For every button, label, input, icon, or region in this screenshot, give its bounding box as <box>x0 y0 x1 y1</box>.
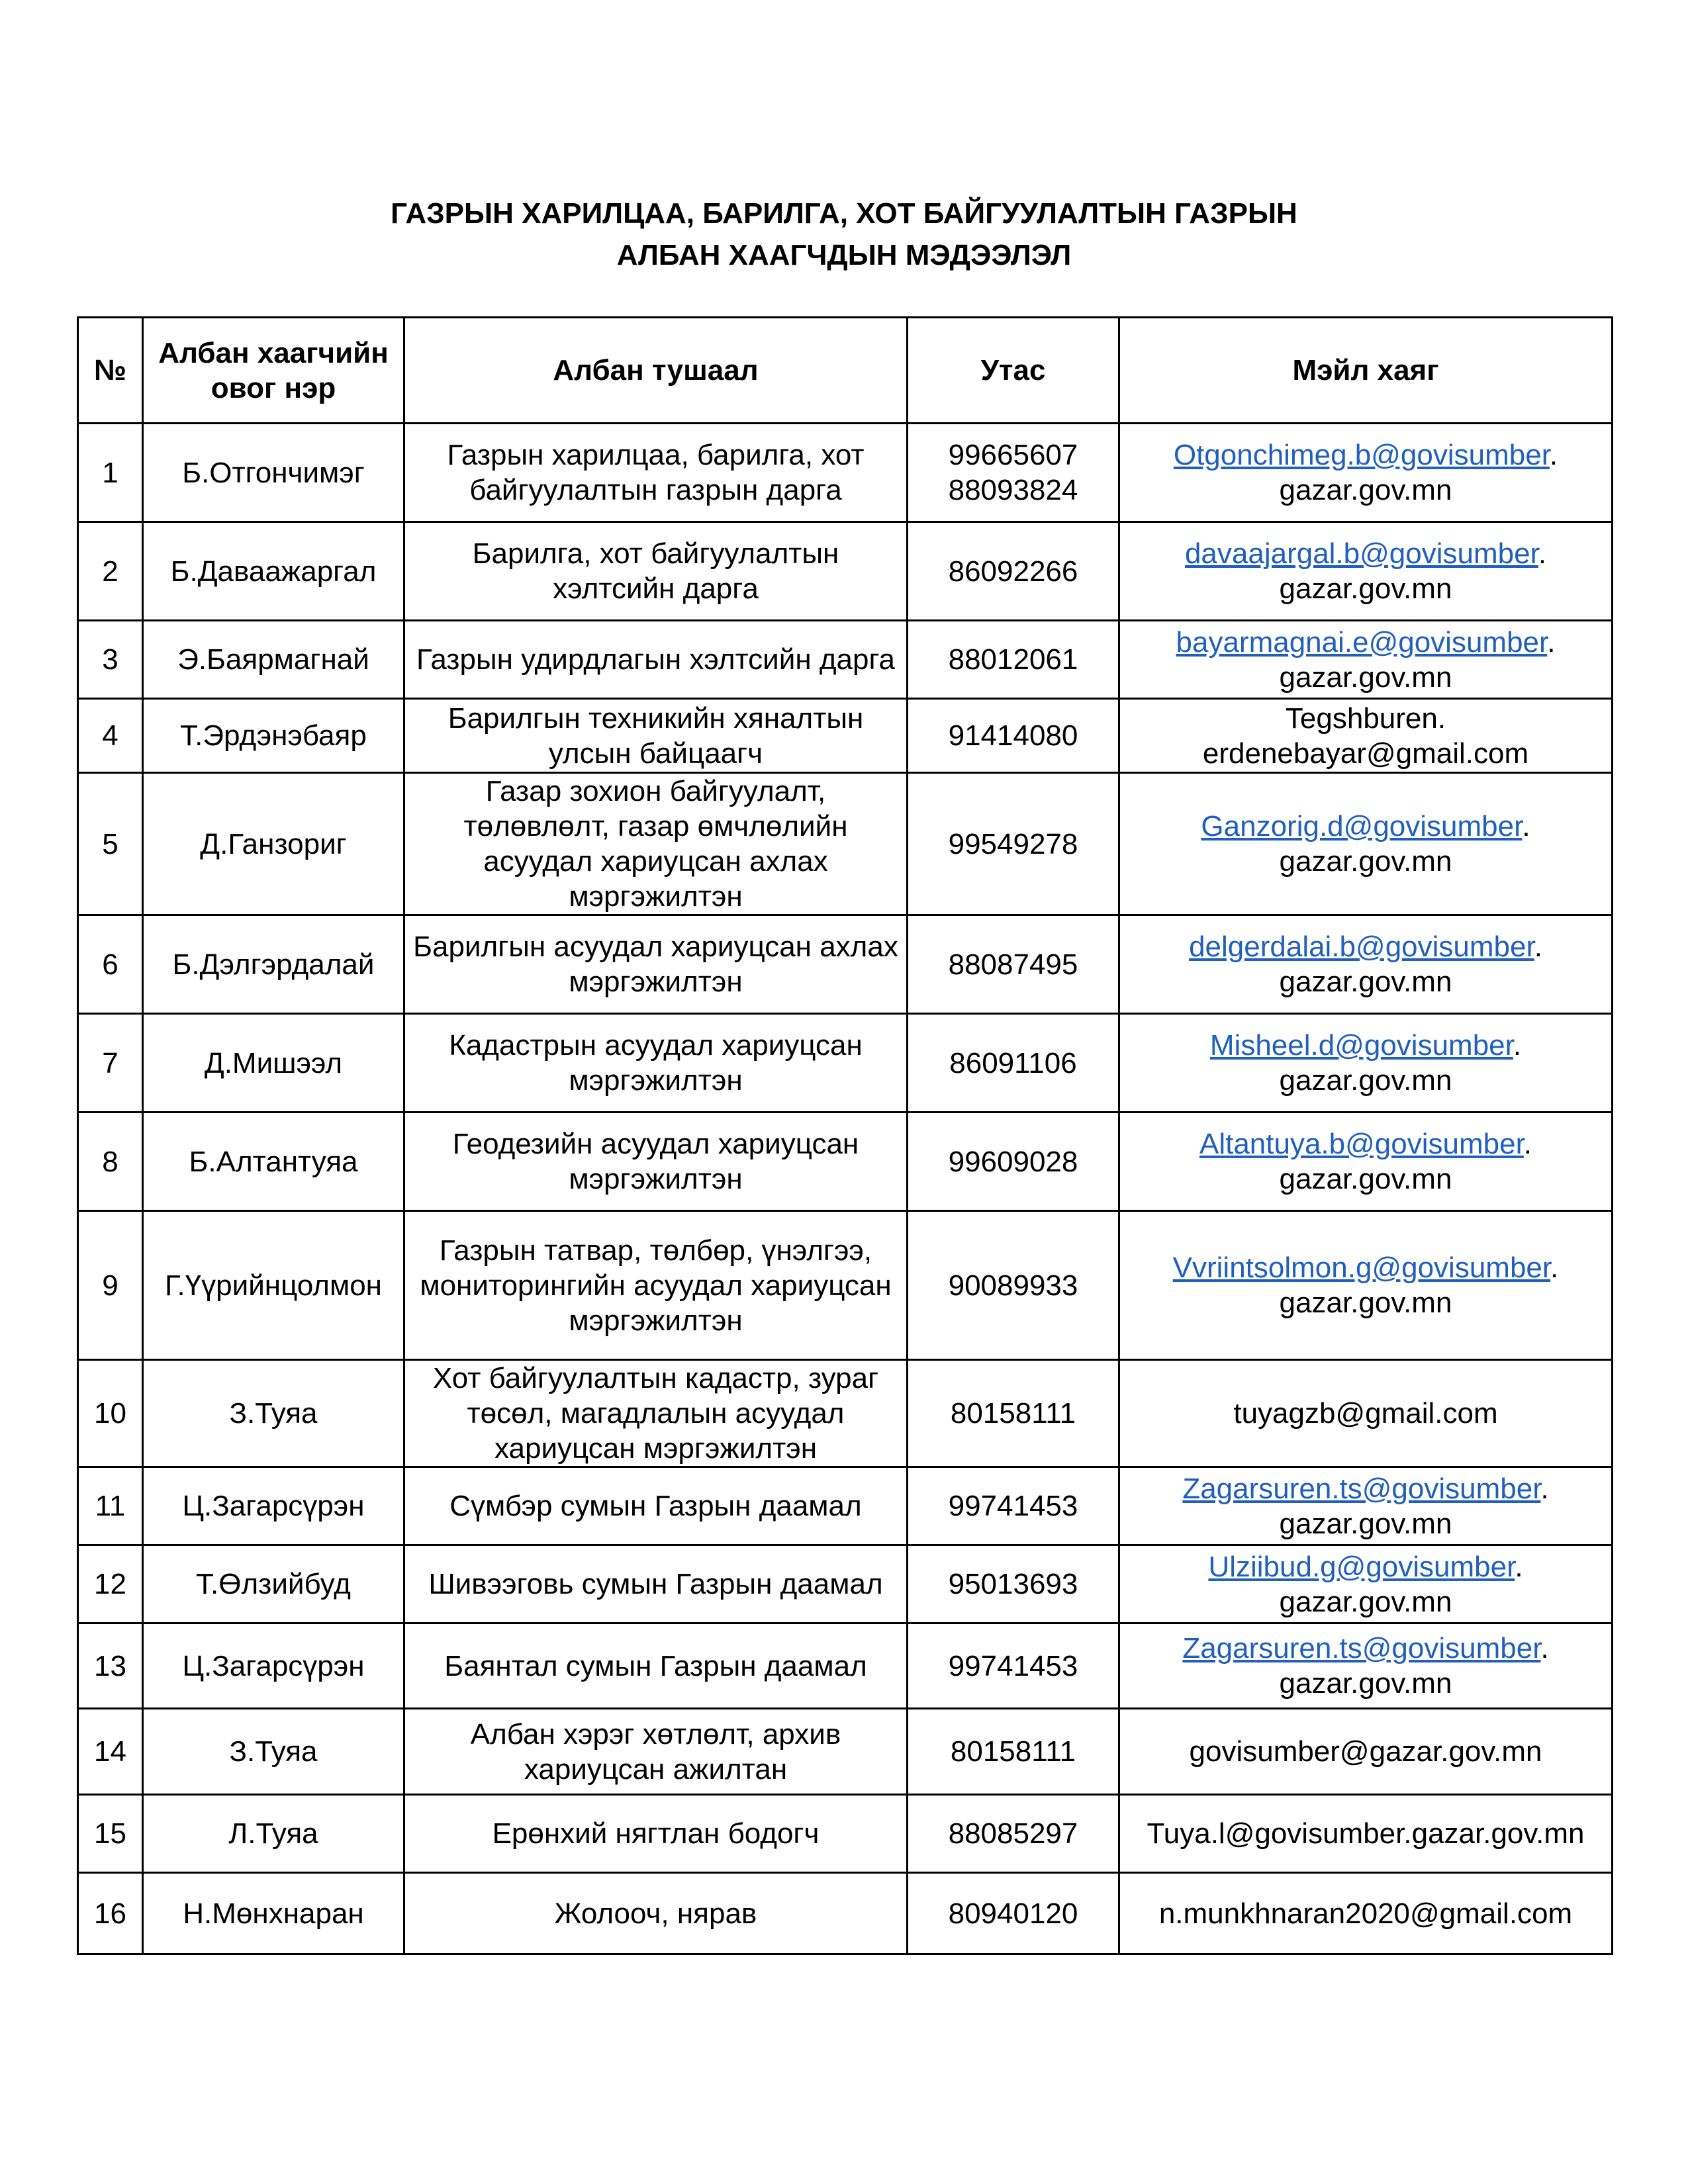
phone-number: 88012061 <box>948 643 1078 676</box>
table-row <box>78 1709 1613 1795</box>
phone-number: 99549278 <box>948 827 1078 860</box>
cell-no: 9 <box>78 1211 143 1360</box>
table-row <box>78 699 1613 773</box>
email-link[interactable]: Misheel.d@govisumber <box>1209 1029 1513 1062</box>
email-domain: gazar.gov.mn <box>1279 1585 1452 1618</box>
page-title-line-1: ГАЗРЫН ХАРИЛЦАА, БАРИЛГА, ХОТ БАЙГУУЛАЛТЫН ГАЗРЫН <box>391 197 1297 230</box>
email-domain: gazar.gov.mn <box>1279 572 1452 605</box>
cell-email <box>1119 699 1613 773</box>
cell-position: Газрын удирдлагын хэлтсийн дарга <box>404 621 908 699</box>
phone-number: 86091106 <box>949 1046 1077 1079</box>
cell-no: 11 <box>78 1467 143 1545</box>
email-dot: . <box>1547 625 1556 659</box>
phone-number: 95013693 <box>948 1568 1078 1600</box>
cell-name: Б.Отгончимэг <box>143 424 404 522</box>
table-row <box>78 1795 1613 1873</box>
header-position: Албан тушаал <box>404 318 908 424</box>
email-domain: gazar.gov.mn <box>1279 1163 1452 1195</box>
cell-email <box>1119 915 1613 1014</box>
cell-name: Э.Баярмагнай <box>143 621 404 699</box>
cell-phone <box>908 1211 1119 1360</box>
page-title-line-2: АЛБАН ХААГЧДЫН МЭДЭЭЛЭЛ <box>616 239 1072 271</box>
cell-no: 4 <box>78 699 143 773</box>
cell-position: Барилга, хот байгуулалтын хэлтсийн дарга <box>404 522 908 621</box>
cell-phone <box>908 699 1119 773</box>
cell-no: 12 <box>78 1545 143 1623</box>
email-link[interactable]: Vvriintsolmon.g@govisumber <box>1172 1251 1551 1284</box>
cell-no: 10 <box>78 1360 143 1467</box>
cell-name: Д.Мишээл <box>143 1014 404 1113</box>
phone-number: 88087495 <box>948 948 1078 981</box>
email-domain: gazar.gov.mn <box>1279 845 1452 878</box>
cell-name: Д.Ганзориг <box>143 773 404 915</box>
phone-number: 99741453 <box>948 1490 1078 1522</box>
cell-position: Сүмбэр сумын Газрын даамал <box>404 1467 908 1545</box>
cell-email <box>1119 1873 1613 1954</box>
email-text: Tegshburen. <box>1285 702 1446 735</box>
cell-email <box>1119 1211 1613 1360</box>
header-no: № <box>78 318 143 424</box>
email-dot: . <box>1515 1550 1523 1583</box>
cell-position: Баянтал сумын Газрын даамал <box>404 1623 908 1709</box>
email-dot: . <box>1513 1029 1522 1062</box>
cell-email <box>1119 1360 1613 1467</box>
cell-position: Газрын харилцаа, барилга, хот байгуулалтын газрын дарга <box>404 424 908 522</box>
cell-position: Барилгын техникийн хяналтын улсын байцаагч <box>404 699 908 773</box>
cell-name: Л.Туяа <box>143 1795 404 1873</box>
phone-number: 99665607 <box>948 439 1078 471</box>
table-row <box>78 621 1613 699</box>
cell-name: Ц.Загарсүрэн <box>143 1467 404 1545</box>
cell-phone <box>908 1467 1119 1545</box>
table-row <box>78 1113 1613 1211</box>
cell-email <box>1119 1545 1613 1623</box>
email-domain: gazar.gov.mn <box>1279 474 1452 506</box>
phone-number: 88085297 <box>948 1817 1078 1850</box>
cell-phone <box>908 522 1119 621</box>
cell-position: Ерөнхий нягтлан бодогч <box>404 1795 908 1873</box>
email-link[interactable]: Zagarsuren.ts@govisumber <box>1182 1472 1541 1505</box>
cell-no: 14 <box>78 1709 143 1795</box>
cell-name: Г.Үүрийнцолмон <box>143 1211 404 1360</box>
email-dot: . <box>1523 1128 1532 1160</box>
email-dot: . <box>1538 537 1547 570</box>
cell-phone <box>908 773 1119 915</box>
table-row <box>78 773 1613 915</box>
cell-no: 13 <box>78 1623 143 1709</box>
cell-phone <box>908 1360 1119 1467</box>
email-link[interactable]: davaajargal.b@govisumber <box>1184 537 1538 570</box>
cell-name: З.Туяа <box>143 1709 404 1795</box>
email-text-line-2: erdenebayar@gmail.com <box>1202 737 1529 770</box>
phone-number: 90089933 <box>948 1269 1078 1302</box>
cell-position: Хот байгуулалтын кадастр, зураг төсөл, магадлалын асуудал хариуцсан мэргэжилтэн <box>404 1360 908 1467</box>
email-link[interactable]: Otgonchimeg.b@govisumber <box>1173 439 1550 471</box>
phone-number: 80940120 <box>948 1897 1078 1930</box>
cell-no: 7 <box>78 1014 143 1113</box>
header-email: Мэйл хаяг <box>1119 318 1613 424</box>
cell-name: Б.Дэлгэрдалай <box>143 915 404 1014</box>
cell-phone <box>908 915 1119 1014</box>
cell-name: Б.Алтантуяа <box>143 1113 404 1211</box>
email-domain: gazar.gov.mn <box>1279 660 1452 694</box>
table-row <box>78 1360 1613 1467</box>
email-text: n.munkhnaran2020@gmail.com <box>1158 1897 1573 1930</box>
cell-position: Газар зохион байгуулалт, төлөвлөлт, газар өмчлөлийн асуудал хариуцсан ахлах мэргэжилтэн <box>404 773 908 915</box>
cell-phone <box>908 1545 1119 1623</box>
phone-number: 91414080 <box>948 719 1078 752</box>
email-link[interactable]: Zagarsuren.ts@govisumber <box>1182 1632 1541 1664</box>
table-row <box>78 1873 1613 1954</box>
email-link[interactable]: Ulziibud.g@govisumber <box>1208 1550 1515 1583</box>
email-link[interactable]: delgerdalai.b@govisumber <box>1189 931 1534 963</box>
cell-phone <box>908 424 1119 522</box>
phone-number: 99741453 <box>948 1649 1078 1682</box>
cell-position: Кадастрын асуудал хариуцсан мэргэжилтэн <box>404 1014 908 1113</box>
header-phone: Утас <box>908 318 1119 424</box>
table-row <box>78 522 1613 621</box>
cell-no: 1 <box>78 424 143 522</box>
cell-email <box>1119 1795 1613 1873</box>
phone-number: 99609028 <box>948 1145 1078 1178</box>
table-row <box>78 1545 1613 1623</box>
table-row <box>78 1467 1613 1545</box>
email-dot: . <box>1550 1251 1559 1284</box>
cell-email <box>1119 1014 1613 1113</box>
table-row <box>78 915 1613 1014</box>
email-text: govisumber@gazar.gov.mn <box>1189 1735 1542 1768</box>
cell-phone <box>908 1873 1119 1954</box>
cell-no: 3 <box>78 621 143 699</box>
cell-position: Газрын татвар, төлбөр, үнэлгээ, мониторингийн асуудал хариуцсан мэргэжилтэн <box>404 1211 908 1360</box>
cell-position: Геодезийн асуудал хариуцсан мэргэжилтэн <box>404 1113 908 1211</box>
email-dot: . <box>1540 1632 1549 1664</box>
staff-table <box>77 316 1613 1955</box>
cell-name: Б.Даваажаргал <box>143 522 404 621</box>
header-name: Албан хаагчийн овог нэр <box>143 318 404 424</box>
cell-phone <box>908 621 1119 699</box>
cell-phone <box>908 1623 1119 1709</box>
table-row <box>78 424 1613 522</box>
cell-name: Т.Эрдэнэбаяр <box>143 699 404 773</box>
cell-no: 2 <box>78 522 143 621</box>
table-header-row <box>78 318 1613 424</box>
cell-position: Жолооч, нярав <box>404 1873 908 1954</box>
cell-no: 16 <box>78 1873 143 1954</box>
cell-phone <box>908 1113 1119 1211</box>
email-domain: gazar.gov.mn <box>1279 1064 1452 1097</box>
cell-phone <box>908 1709 1119 1795</box>
phone-number: 80158111 <box>950 1735 1076 1768</box>
cell-email <box>1119 1113 1613 1211</box>
email-dot: . <box>1522 810 1530 842</box>
cell-no: 6 <box>78 915 143 1014</box>
phone-number-secondary: 88093824 <box>948 474 1078 506</box>
email-domain: gazar.gov.mn <box>1279 1667 1452 1700</box>
cell-email <box>1119 424 1613 522</box>
cell-name: Т.Өлзийбуд <box>143 1545 404 1623</box>
email-link[interactable]: Altantuya.b@govisumber <box>1199 1128 1524 1160</box>
phone-number: 80158111 <box>950 1397 1076 1430</box>
cell-name: З.Туяа <box>143 1360 404 1467</box>
cell-name: Н.Мөнхнаран <box>143 1873 404 1954</box>
cell-email <box>1119 1709 1613 1795</box>
cell-no: 5 <box>78 773 143 915</box>
table-row <box>78 1623 1613 1709</box>
table-row <box>78 1211 1613 1360</box>
table-row <box>78 1014 1613 1113</box>
email-link[interactable]: bayarmagnai.e@govisumber <box>1176 625 1548 659</box>
cell-email <box>1119 522 1613 621</box>
email-text: tuyagzb@gmail.com <box>1233 1397 1498 1430</box>
cell-phone <box>908 1795 1119 1873</box>
phone-number: 86092266 <box>948 555 1078 588</box>
cell-email <box>1119 1623 1613 1709</box>
email-dot: . <box>1549 439 1558 471</box>
cell-position: Албан хэрэг хөтлөлт, архив хариуцсан ажилтан <box>404 1709 908 1795</box>
cell-name: Ц.Загарсүрэн <box>143 1623 404 1709</box>
email-domain: gazar.gov.mn <box>1279 1507 1452 1540</box>
email-domain: gazar.gov.mn <box>1279 966 1452 998</box>
cell-no: 15 <box>78 1795 143 1873</box>
email-link[interactable]: Ganzorig.d@govisumber <box>1201 810 1523 842</box>
cell-no: 8 <box>78 1113 143 1211</box>
email-text: Tuya.l@govisumber.gazar.gov.mn <box>1147 1817 1585 1850</box>
cell-position: Барилгын асуудал хариуцсан ахлах мэргэжилтэн <box>404 915 908 1014</box>
cell-email <box>1119 621 1613 699</box>
cell-position: Шивээговь сумын Газрын даамал <box>404 1545 908 1623</box>
cell-email <box>1119 773 1613 915</box>
email-domain: gazar.gov.mn <box>1279 1287 1452 1319</box>
email-dot: . <box>1534 931 1542 963</box>
email-dot: . <box>1540 1472 1549 1505</box>
cell-email <box>1119 1467 1613 1545</box>
cell-phone <box>908 1014 1119 1113</box>
table-body <box>78 424 1613 1954</box>
